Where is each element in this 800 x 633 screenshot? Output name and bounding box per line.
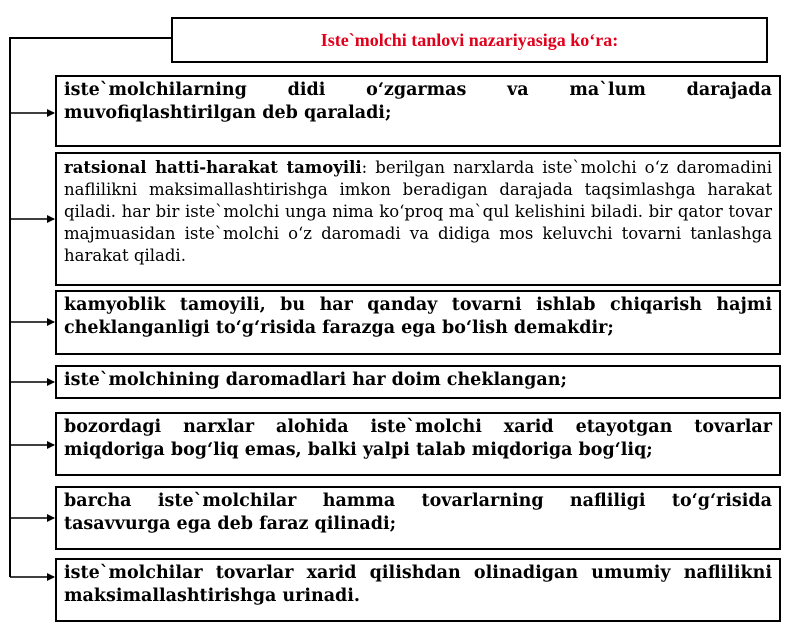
item-6-bold: barcha iste`molchilar hamma tovarlarning nafliligi to‘g‘risida tasavvurga ega deb faraz qilinadi;	[64, 491, 772, 534]
item-3-bold: kamyoblik tamoyili, bu har qanday tovarni ishlab chiqarish hajmi cheklanganligi to‘g‘risida farazga ega bo‘lish demakdir;	[64, 295, 772, 338]
item-box-7	[55, 558, 781, 622]
item-box-1	[55, 75, 781, 147]
item-box-3	[55, 290, 781, 355]
item-box-5	[55, 412, 781, 476]
item-box-4	[55, 365, 781, 399]
item-box-6	[55, 486, 781, 550]
item-2-bold: ratsional hatti-harakat tamoyili	[64, 158, 362, 177]
item-7-bold: iste`molchilar tovarlar xarid qilishdan olinadigan umumiy naflilikni maksimallashtirishga urinadi.	[64, 563, 772, 606]
item-4-bold: iste`molchining daromadlari har doim cheklangan;	[64, 370, 567, 390]
diagram-title-text: Iste`molchi tanlovi nazariyasiga ko‘ra:	[320, 29, 619, 50]
item-1-bold: iste`molchilarning didi o‘zgarmas va ma`lum darajada muvofiqlashtirilgan deb qaraladi;	[64, 80, 772, 123]
item-2-rest: : berilgan narxlarda iste`molchi o‘z daromadini naflilikni maksimallashtirishga imkon beradigan darajada taqsimlashga harakat qiladi. har bir iste`molchi unga nima ko‘proq ma`qul kelishini biladi. bir qator tovar majmuasidan iste`molchi o‘z daromadi va didiga mos keluvchi tovarni tanlashga harakat qiladi.	[64, 158, 772, 265]
diagram-title	[171, 17, 768, 63]
item-box-2	[55, 152, 781, 286]
item-5-bold: bozordagi narxlar alohida iste`molchi xarid etayotgan tovarlar miqdoriga bog‘liq emas, balki yalpi talab miqdoriga bog‘liq;	[64, 417, 772, 460]
